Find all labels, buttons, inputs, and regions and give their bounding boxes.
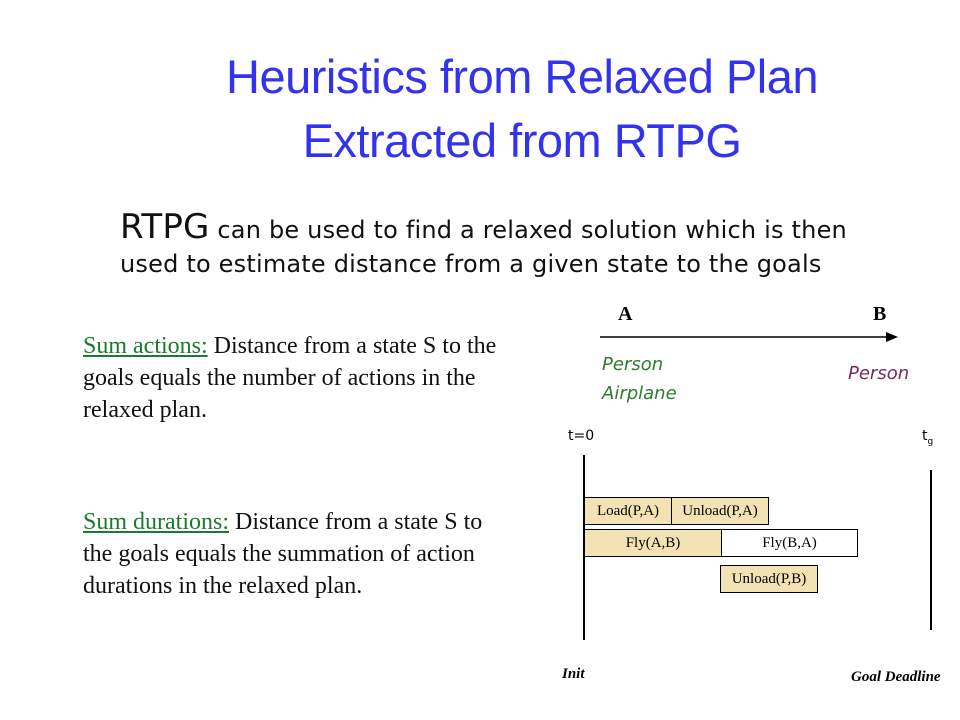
sum-actions-paragraph (83, 330, 543, 426)
location-a-label: A (618, 303, 633, 325)
time-goal-sub: g (927, 436, 934, 447)
sum-actions-heading: Sum actions: (83, 333, 208, 359)
time-goal-label (922, 428, 933, 447)
goal-deadline-timeline (930, 470, 932, 630)
subtitle-line-1: can be used to find a relaxed solution which is then (209, 216, 847, 244)
slide-title-line-1: Heuristics from Relaxed Plan (226, 50, 818, 103)
goal-deadline-label: Goal Deadline (851, 669, 941, 685)
sum-actions-text: Distance from a state S to the goals equals the number of actions in the relaxed plan. (83, 333, 497, 423)
at-a-person: Person (602, 354, 664, 375)
subtitle-line-2: used to estimate distance from a given state to the goals (120, 250, 822, 278)
action-load-pa: Load(P,A) (584, 497, 672, 525)
time-start-label: t=0 (568, 428, 595, 444)
sum-durations-heading: Sum durations: (83, 509, 230, 535)
at-b-person: Person (848, 363, 910, 384)
action-unload-pb: Unload(P,B) (720, 565, 818, 593)
init-label: Init (562, 666, 585, 682)
at-a-airplane: Airplane (602, 383, 677, 404)
location-b-label: B (873, 303, 887, 325)
slide-title-line-2: Extracted from RTPG (302, 114, 742, 167)
time-goal-t: t (922, 428, 928, 444)
subtitle (120, 207, 940, 281)
action-fly-ab: Fly(A,B) (584, 529, 722, 557)
action-fly-ba: Fly(B,A) (721, 529, 858, 557)
action-unload-pa: Unload(P,A) (671, 497, 769, 525)
route-arrow-icon (600, 330, 900, 344)
sum-durations-text: Distance from a state S to the goals equals the summation of action durations in the relaxed plan. (83, 509, 483, 599)
subtitle-lead: RTPG (120, 207, 210, 247)
sum-durations-paragraph (83, 506, 503, 602)
